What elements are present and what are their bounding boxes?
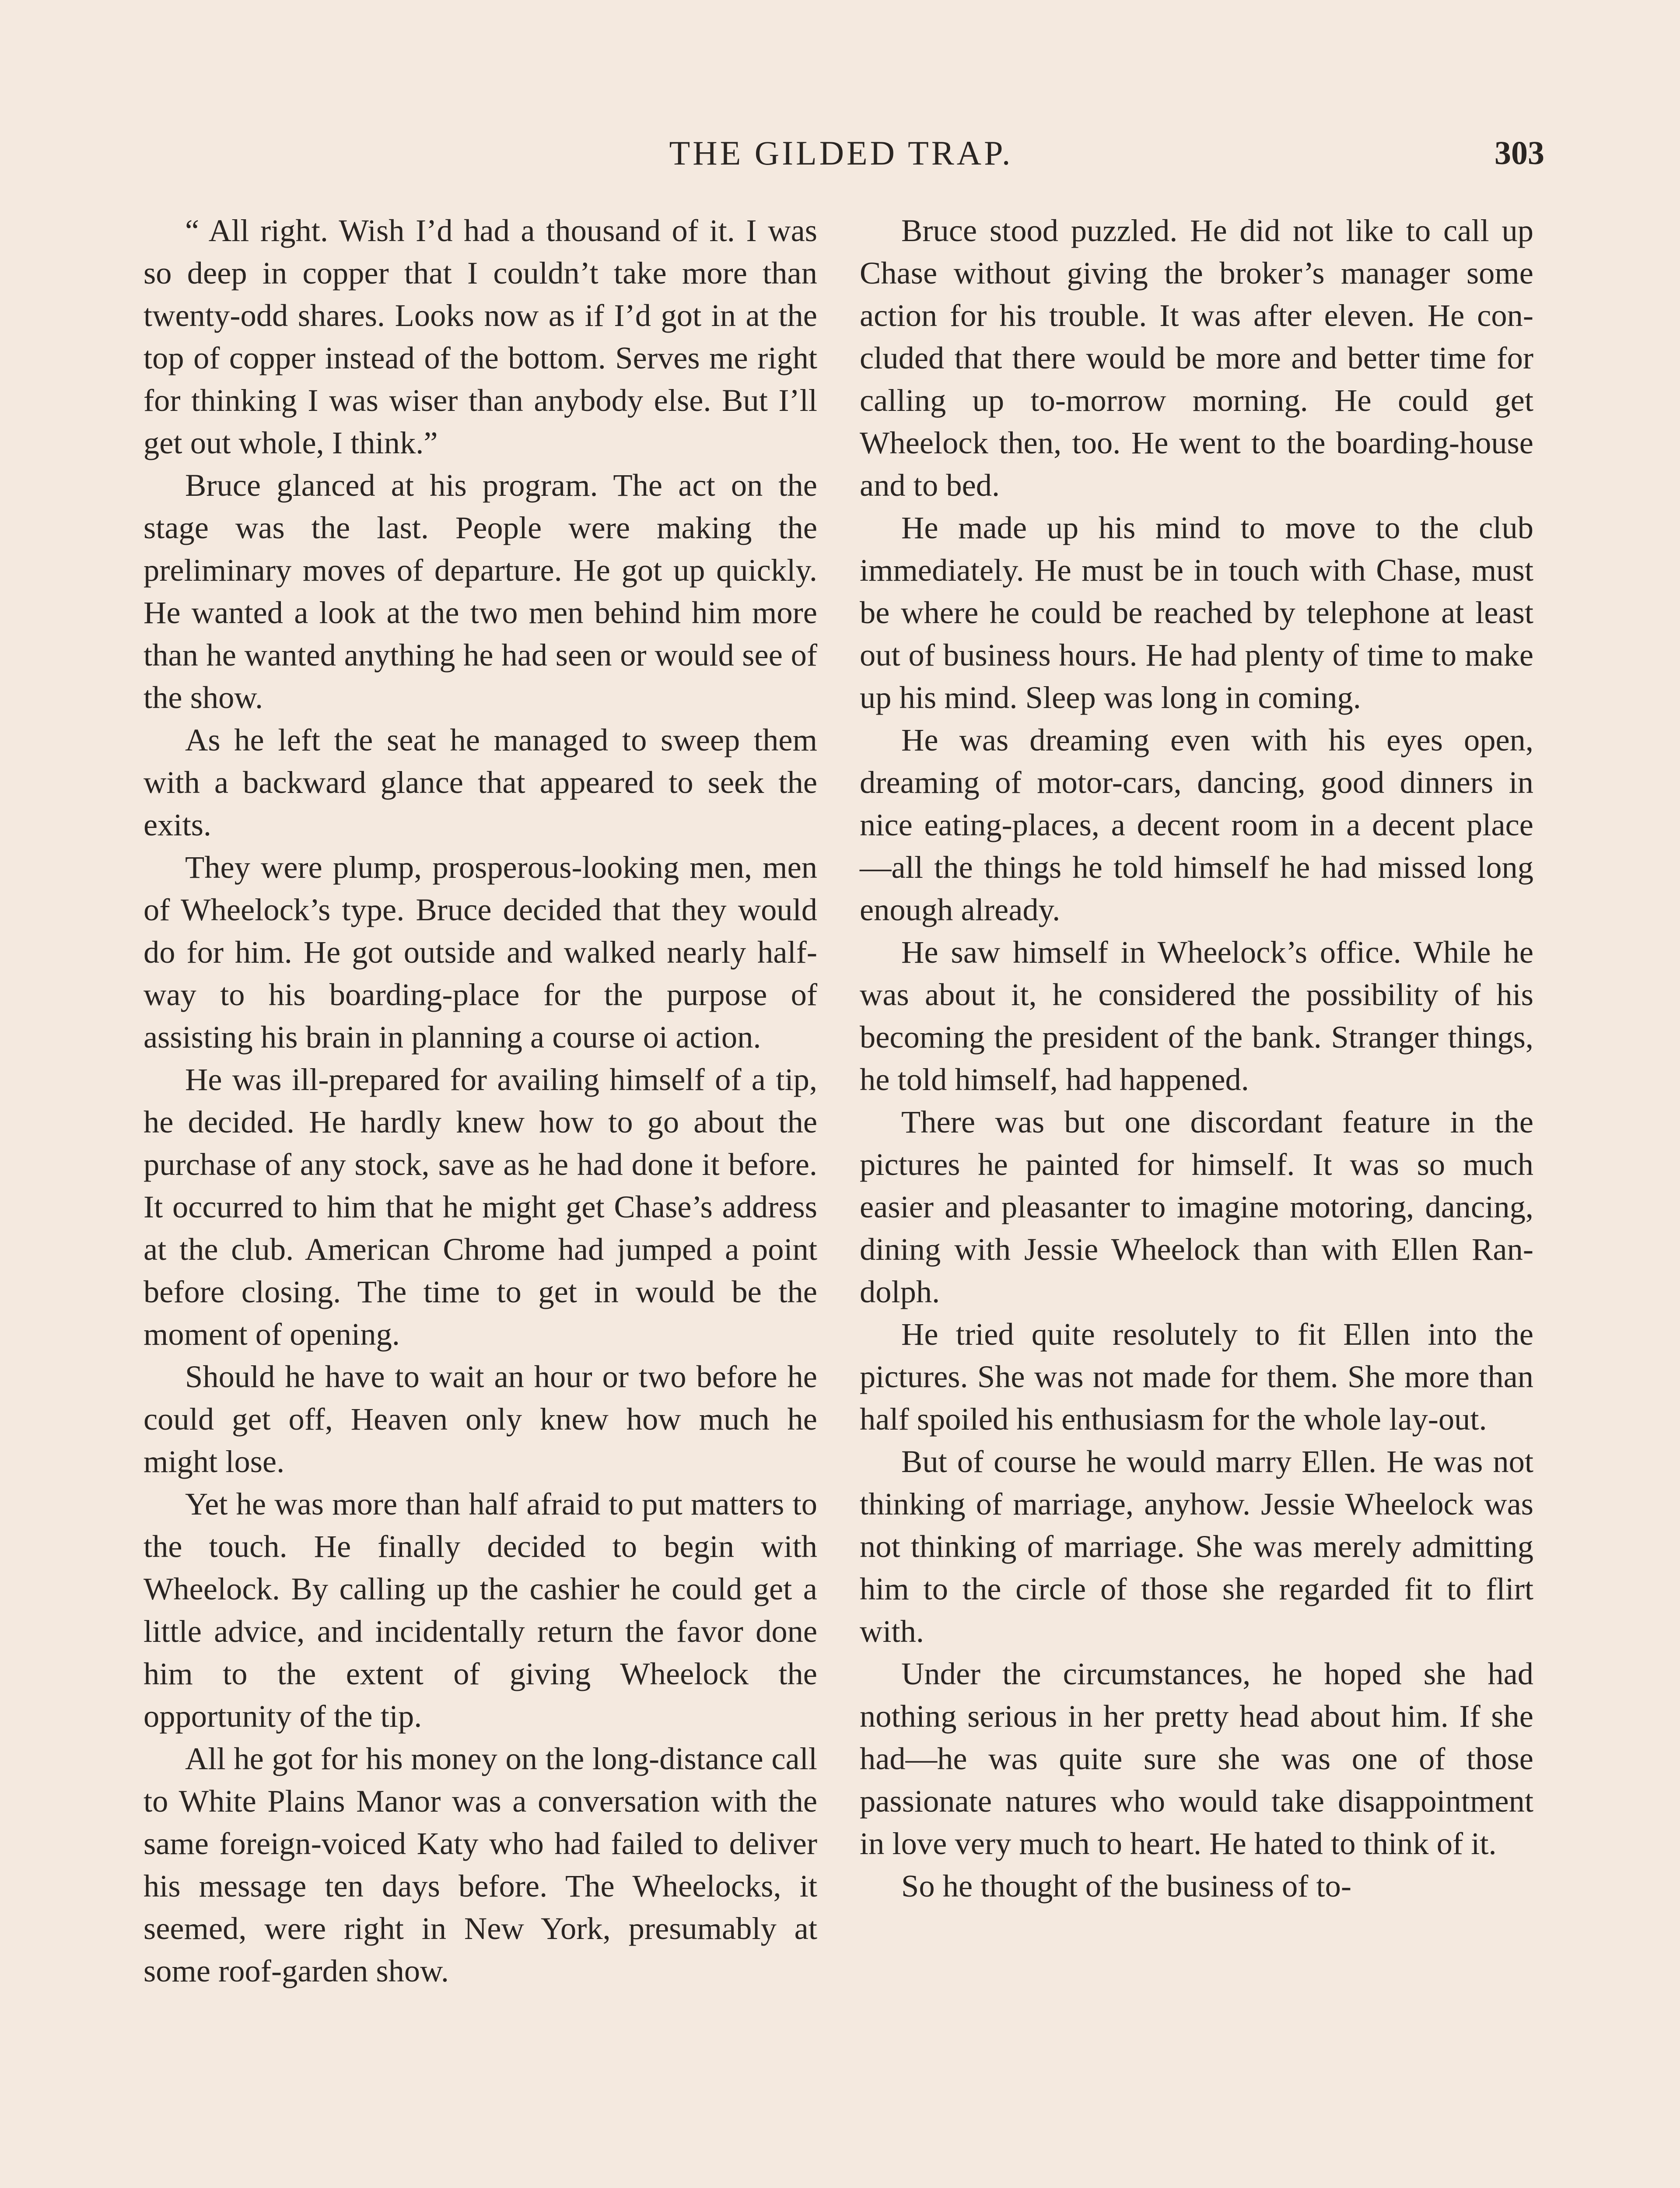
- paragraph: Bruce stood puzzled. He did not like to call up Chase without giving the broker’s manager some action for his trouble. It was after eleven. He concluded that there would be more and better time for calling up to-morrow morning. He could get Wheelock then, too. He went to the boarding-house and to bed.: [860, 213, 1533, 503]
- text-columns: [144, 209, 1535, 2188]
- paragraph: All he got for his money on the long-distance call to White Plains Manor was a conversation with the same foreign-voiced Katy who had failed to deliver his message ten days before. The Wheelocks, it seemed, were right in New York, presumably at some roof-garden show.: [144, 1741, 817, 1988]
- paragraph: As he left the seat he managed to sweep them with a backward glance that appeared to seek the exits.: [144, 722, 817, 842]
- running-title: THE GILDED TRAP.: [669, 134, 1013, 172]
- paragraph: There was but one discordant feature in the pictures he painted for himself. It was so much easier and pleasanter to imagine motoring, dancing, dining with Jessie Wheelock than with Ellen Randolph.: [860, 1104, 1533, 1309]
- paragraph: They were plump, prosperous-looking men, men of Wheelock’s type. Bruce decided that they would do for him. He got outside and walked nearly half-way to his boarding-place for the purpose of assisting his brain in planning a course oi action.: [144, 849, 817, 1055]
- right-column: [860, 209, 1533, 1907]
- paragraph: He tried quite resolutely to fit Ellen into the pictures. She was not made for them. She more than half spoiled his enthusiasm for the whole lay-out.: [860, 1316, 1533, 1437]
- paragraph: Under the circumstances, he hoped she had nothing serious in her pretty head about him. If she had—he was quite sure she was one of those passionate natures who would take disappointment in love very much to heart. He hated to think of it.: [860, 1656, 1533, 1861]
- page-header: [138, 127, 1544, 179]
- paragraph: He made up his mind to move to the club immediately. He must be in touch with Chase, must be where he could be reached by telephone at least out of business hours. He had plenty of time to make up his mind. Sleep was long in coming.: [860, 510, 1533, 715]
- paragraph: But of course he would marry Ellen. He was not thinking of marriage, anyhow. Jessie Wheelock was not thinking of marriage. She was merely admitting him to the circle of those she regarded fit to flirt with.: [860, 1444, 1533, 1649]
- paragraph: He saw himself in Wheelock’s office. While he was about it, he considered the possibility of his becoming the president of the bank. Stranger things, he told himself, had happened.: [860, 934, 1533, 1097]
- paragraph: So he thought of the business of to-: [901, 1868, 1352, 1904]
- paragraph: Yet he was more than half afraid to put matters to the touch. He finally decided to begin with Wheelock. By calling up the cashier he could get a little advice, and incidentally return the favor done him to the extent of giving Wheelock the opportunity of the tip.: [144, 1486, 817, 1734]
- paragraph: Should he have to wait an hour or two before he could get off, Heaven only knew how much he might lose.: [144, 1359, 817, 1479]
- page-number: 303: [1494, 135, 1544, 172]
- paragraph: He was dreaming even with his eyes open, dreaming of motor-cars, dancing, good dinners in nice eating-places, a decent room in a decent place—all the things he told himself he had missed long enough already.: [860, 722, 1533, 927]
- left-column: [144, 209, 817, 1992]
- paragraph: “ All right. Wish I’d had a thousand of it. I was so deep in copper that I couldn’t take more than twenty-odd shares. Looks now as if I’d got in at the top of copper instead of the bottom. Serves me right for thinking I was wiser than anybody else. But I’ll get out whole, I think.”: [144, 213, 817, 460]
- paragraph: He was ill-prepared for availing himself of a tip, he decided. He hardly knew how to go about the purchase of any stock, save as he had done it before. It occurred to him that he might get Chase’s address at the club. American Chrome had jumped a point before closing. The time to get in would be the moment of opening.: [144, 1062, 817, 1352]
- paragraph: Bruce glanced at his program. The act on the stage was the last. People were making the preliminary moves of departure. He got up quickly. He wanted a look at the two men behind him more than he wanted anything he had seen or would see of the show.: [144, 467, 817, 715]
